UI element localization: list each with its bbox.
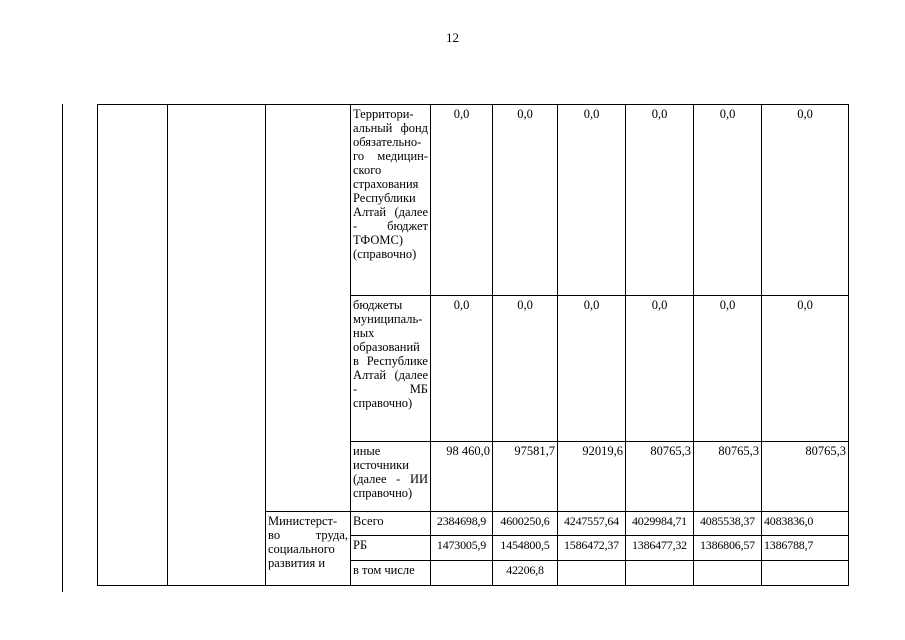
value-cell: 0,0 [626,296,694,442]
table-row [98,105,849,296]
value-cell: 0,0 [762,296,849,442]
value-cell: 0,0 [694,296,762,442]
value-cell: 0,0 [626,105,694,296]
value-cell: 0,0 [558,105,626,296]
value-cell: 4600250,6 [493,512,558,536]
value-cell: 0,0 [493,105,558,296]
page-number: 12 [446,30,459,45]
value-cell: 80765,3 [762,442,849,512]
value-cell: 4085538,37 [694,512,762,536]
value-cell: 98 460,0 [431,442,493,512]
value-cell: 4029984,71 [626,512,694,536]
funding-source-ii: иные источники (далее - ИИ справочно) [351,442,431,512]
value-cell: 0,0 [694,105,762,296]
value-cell: 0,0 [762,105,849,296]
value-cell [626,561,694,586]
empty-cell-col3 [266,105,351,512]
budget-table [97,104,849,586]
value-cell: 4247557,64 [558,512,626,536]
value-cell: 92019,6 [558,442,626,512]
empty-cell-col2 [168,105,266,586]
value-cell: 80765,3 [626,442,694,512]
value-cell: 97581,7 [493,442,558,512]
funding-source-mb: бюджеты муниципаль-ных образований в Республике Алтай (далее - МБ справочно) [351,296,431,442]
value-cell: 1386806,57 [694,536,762,561]
row-label: в том числе [351,561,431,586]
value-cell [558,561,626,586]
ministry-name: Министерст-во труда, социального развития и [266,512,351,586]
value-cell [694,561,762,586]
row-label: Всего [351,512,431,536]
funding-source-tfoms: Территори-альный фонд обязательно-го медицин-ского страхования Республики Алтай (далее - бюджет ТФОМС) (справочно) [351,105,431,296]
value-cell: 1386788,7 [762,536,849,561]
value-cell [431,561,493,586]
value-cell: 42206,8 [493,561,558,586]
value-cell: 0,0 [431,296,493,442]
empty-cell-col1 [98,105,168,586]
value-cell: 80765,3 [694,442,762,512]
row-label: РБ [351,536,431,561]
value-cell: 2384698,9 [431,512,493,536]
value-cell: 0,0 [493,296,558,442]
value-cell: 1386477,32 [626,536,694,561]
value-cell: 1454800,5 [493,536,558,561]
value-cell: 1586472,37 [558,536,626,561]
value-cell: 4083836,0 [762,512,849,536]
value-cell: 0,0 [431,105,493,296]
left-margin-rule [62,104,63,592]
value-cell: 1473005,9 [431,536,493,561]
value-cell [762,561,849,586]
value-cell: 0,0 [558,296,626,442]
